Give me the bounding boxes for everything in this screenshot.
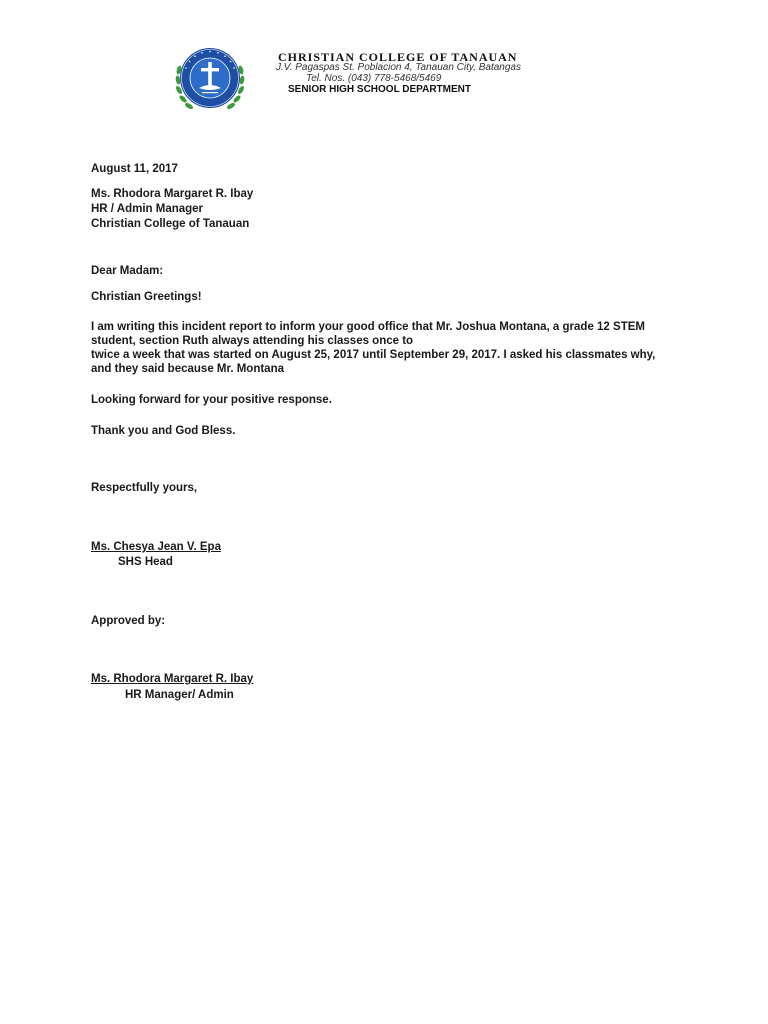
college-department: SENIOR HIGH SCHOOL DEPARTMENT — [288, 84, 471, 95]
thanks-line: Thank you and God Bless. — [91, 425, 236, 437]
college-tel: Tel. Nos. (043) 778-5468/5469 — [306, 73, 442, 84]
recipient-title: HR / Admin Manager — [91, 203, 204, 215]
approved-label: Approved by: — [91, 615, 166, 627]
recipient-name: Ms. Rhodora Margaret R. Ibay — [91, 188, 254, 200]
body-line: I am writing this incident report to inform your good office that Mr. Joshua Montana, a grade 12 STEM — [91, 321, 645, 333]
college-seal-logo — [172, 40, 248, 116]
greeting: Christian Greetings! — [91, 291, 202, 303]
approver-title: HR Manager/ Admin — [125, 689, 234, 701]
college-address: J.V. Pagaspas St. Poblacion 4, Tanauan City, Batangas — [276, 62, 521, 73]
looking-forward-line: Looking forward for your positive response. — [91, 394, 332, 406]
recipient-org: Christian College of Tanauan — [91, 218, 250, 230]
letter-date: August 11, 2017 — [91, 163, 178, 175]
approver-name: Ms. Rhodora Margaret R. Ibay — [91, 673, 254, 685]
body-line: student, section Ruth always attending his classes once to — [91, 335, 414, 347]
salutation: Dear Madam: — [91, 265, 164, 277]
signer-title: SHS Head — [118, 556, 173, 568]
body-line: and they said because Mr. Montana — [91, 363, 284, 375]
college-name: CHRISTIAN COLLEGE OF TANAUAN — [278, 50, 518, 64]
body-line: twice a week that was started on August 25, 2017 until September 29, 2017. I asked his classmates why, — [91, 349, 656, 361]
signer-name: Ms. Chesya Jean V. Epa — [91, 541, 221, 553]
closing-line: Respectfully yours, — [91, 482, 198, 494]
